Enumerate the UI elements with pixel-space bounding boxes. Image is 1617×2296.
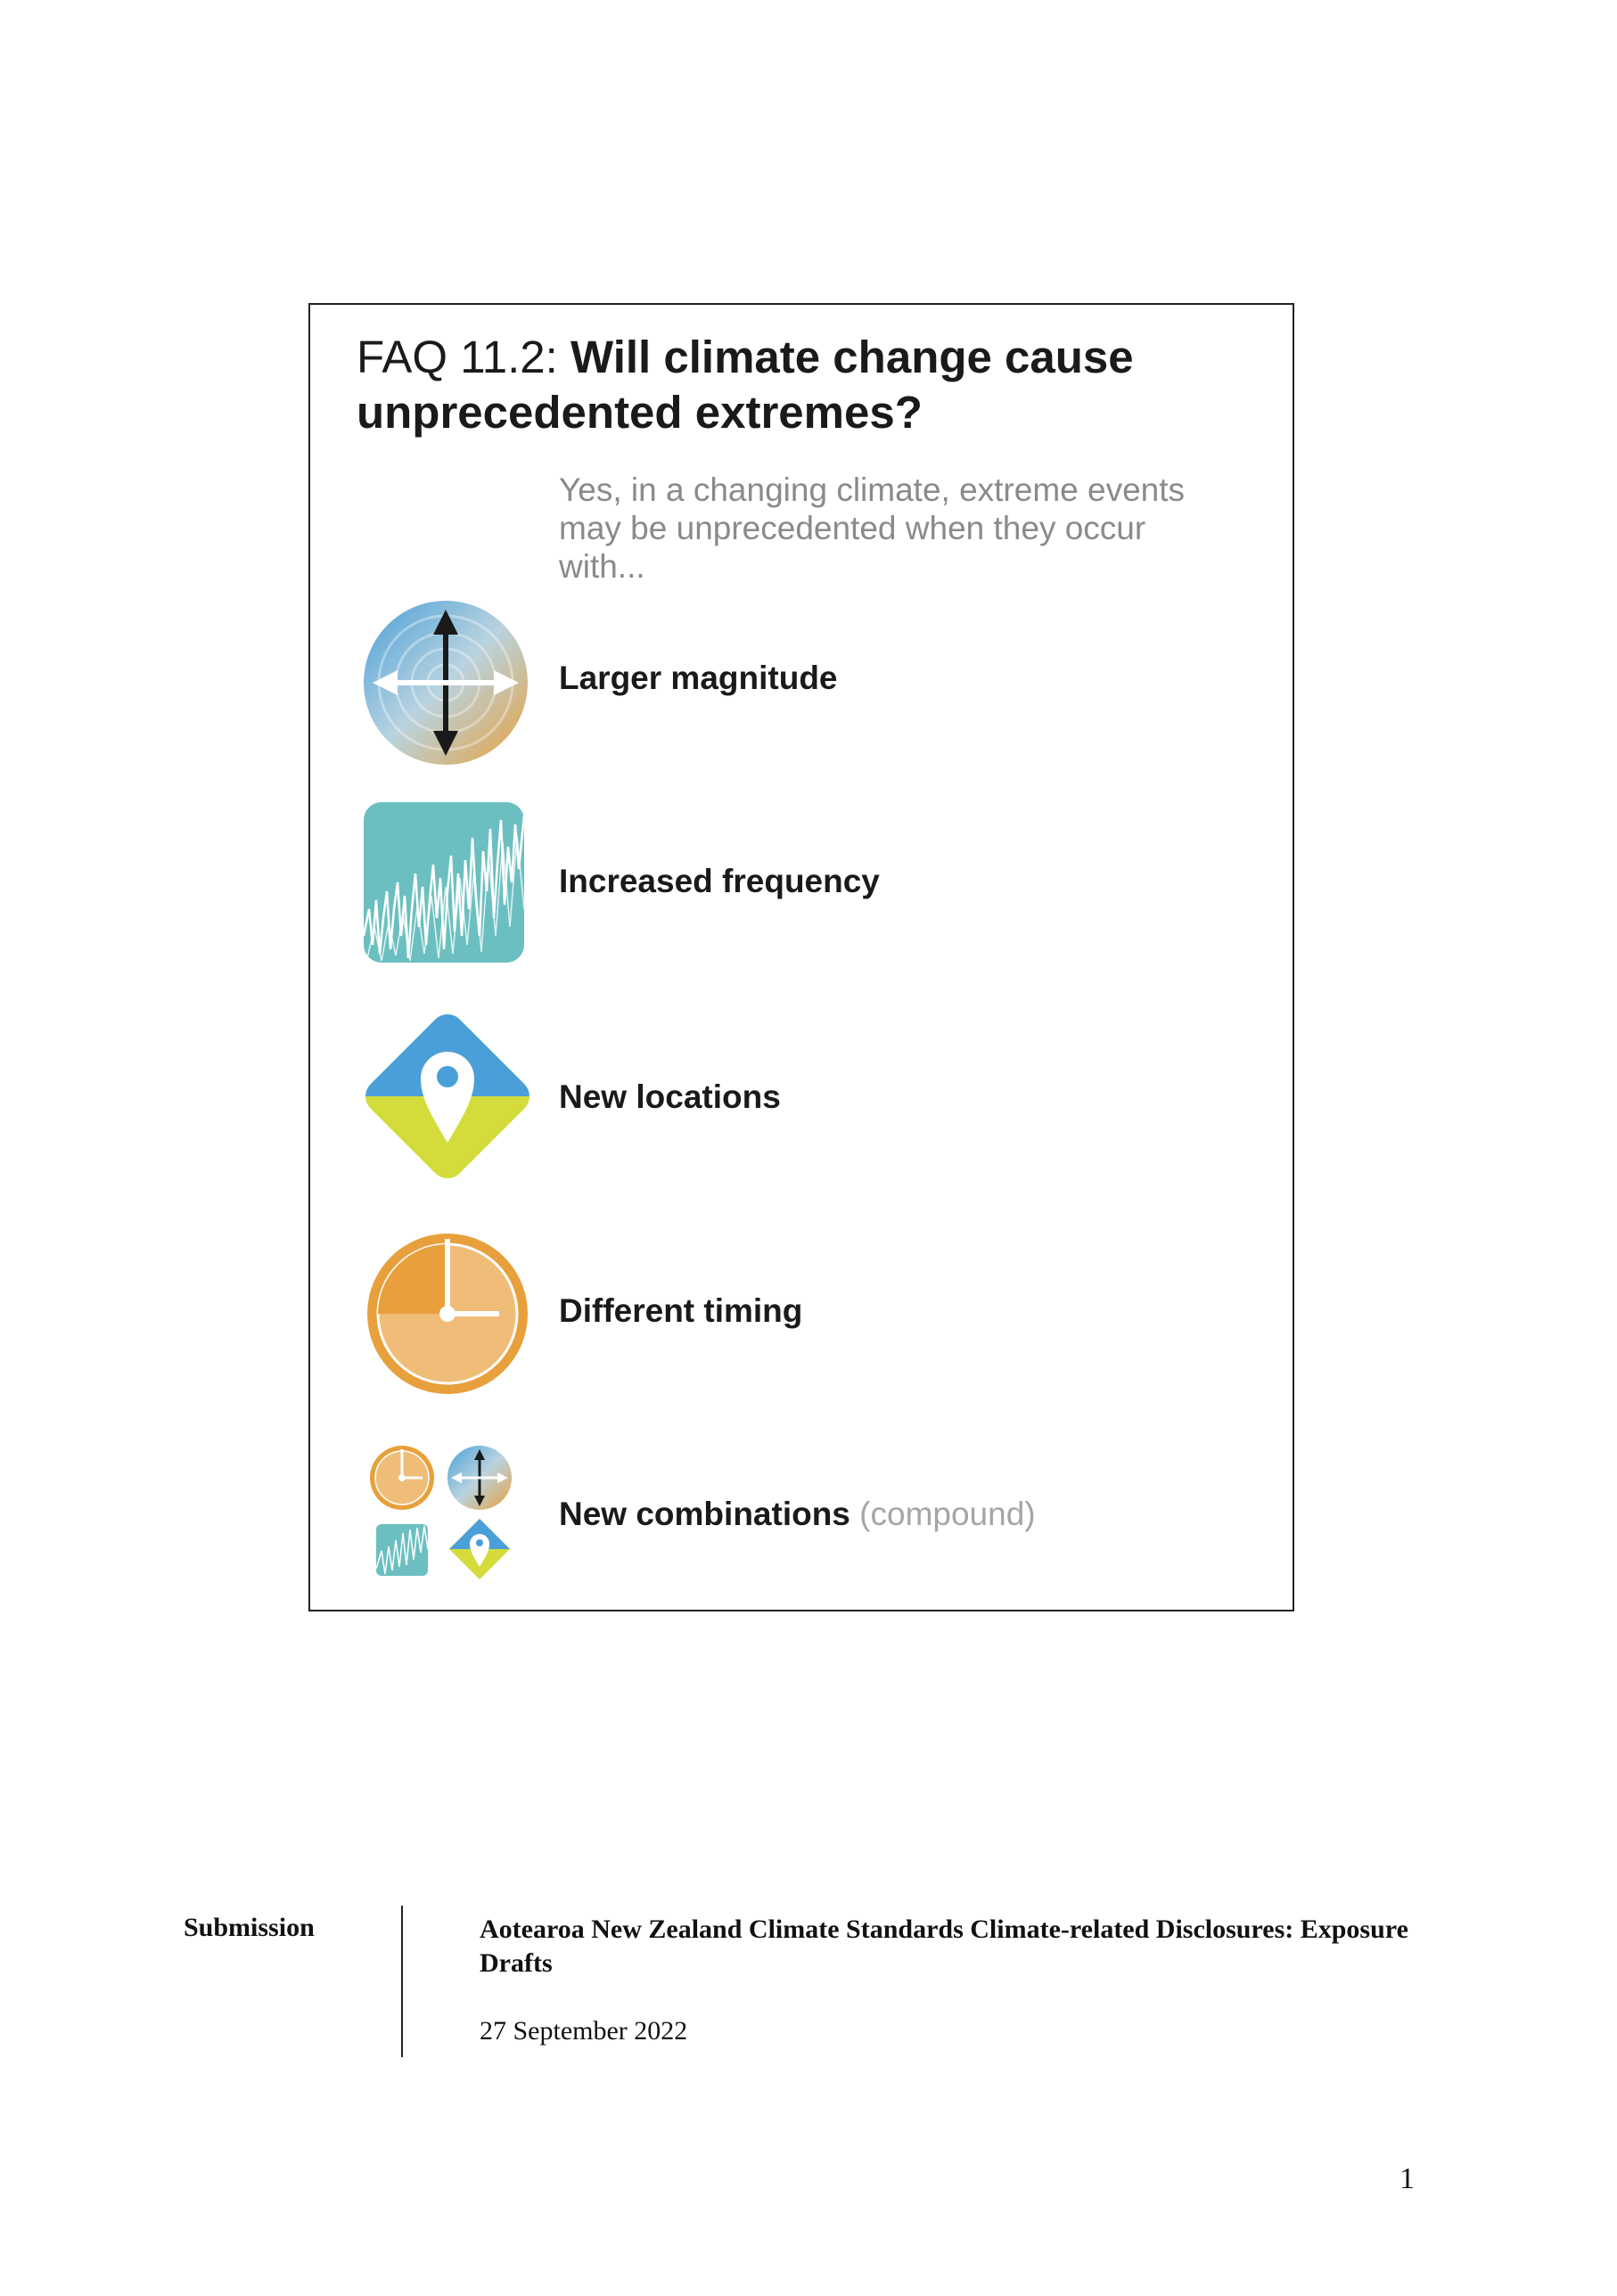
item-label-new-locations: New locations bbox=[559, 1078, 781, 1115]
faq-figure bbox=[308, 303, 1294, 1611]
location-pin-icon bbox=[360, 1009, 535, 1184]
footer-submission-label: Submission bbox=[184, 1913, 315, 1942]
footer-divider bbox=[401, 1906, 403, 2057]
item-label-larger-magnitude: Larger magnitude bbox=[559, 660, 838, 696]
item-label-increased-frequency: Increased frequency bbox=[559, 863, 880, 899]
item-label-new-combinations bbox=[559, 1496, 1036, 1533]
figure-title-question: Will climate change cause unprecedented extremes? bbox=[357, 332, 1134, 438]
item-new-combinations bbox=[310, 1444, 1291, 1587]
item-increased-frequency bbox=[310, 802, 1291, 972]
frequency-icon bbox=[364, 802, 524, 963]
item-new-locations bbox=[310, 1009, 1291, 1187]
figure-subtitle: Yes, in a changing climate, extreme events may be unprecedented when they occur with... bbox=[559, 472, 1186, 585]
figure-title bbox=[357, 330, 1248, 440]
clock-icon bbox=[365, 1232, 529, 1396]
footer-date: 27 September 2022 bbox=[480, 2016, 688, 2046]
figure-title-prefix: FAQ 11.2: bbox=[357, 332, 571, 382]
item-label-compound: (compound) bbox=[859, 1496, 1036, 1532]
footer-document-title: Aotearoa New Zealand Climate Standards Climate-related Disclosures: Exposure Drafts bbox=[480, 1915, 1408, 1978]
page-number: 1 bbox=[1399, 2162, 1415, 2195]
item-larger-magnitude bbox=[310, 590, 1291, 768]
item-label-different-timing: Different timing bbox=[559, 1292, 803, 1329]
magnitude-icon bbox=[362, 599, 529, 767]
item-label-new-combinations-main: New combinations bbox=[559, 1496, 850, 1532]
combinations-icon bbox=[362, 1444, 522, 1587]
item-different-timing bbox=[310, 1232, 1291, 1401]
